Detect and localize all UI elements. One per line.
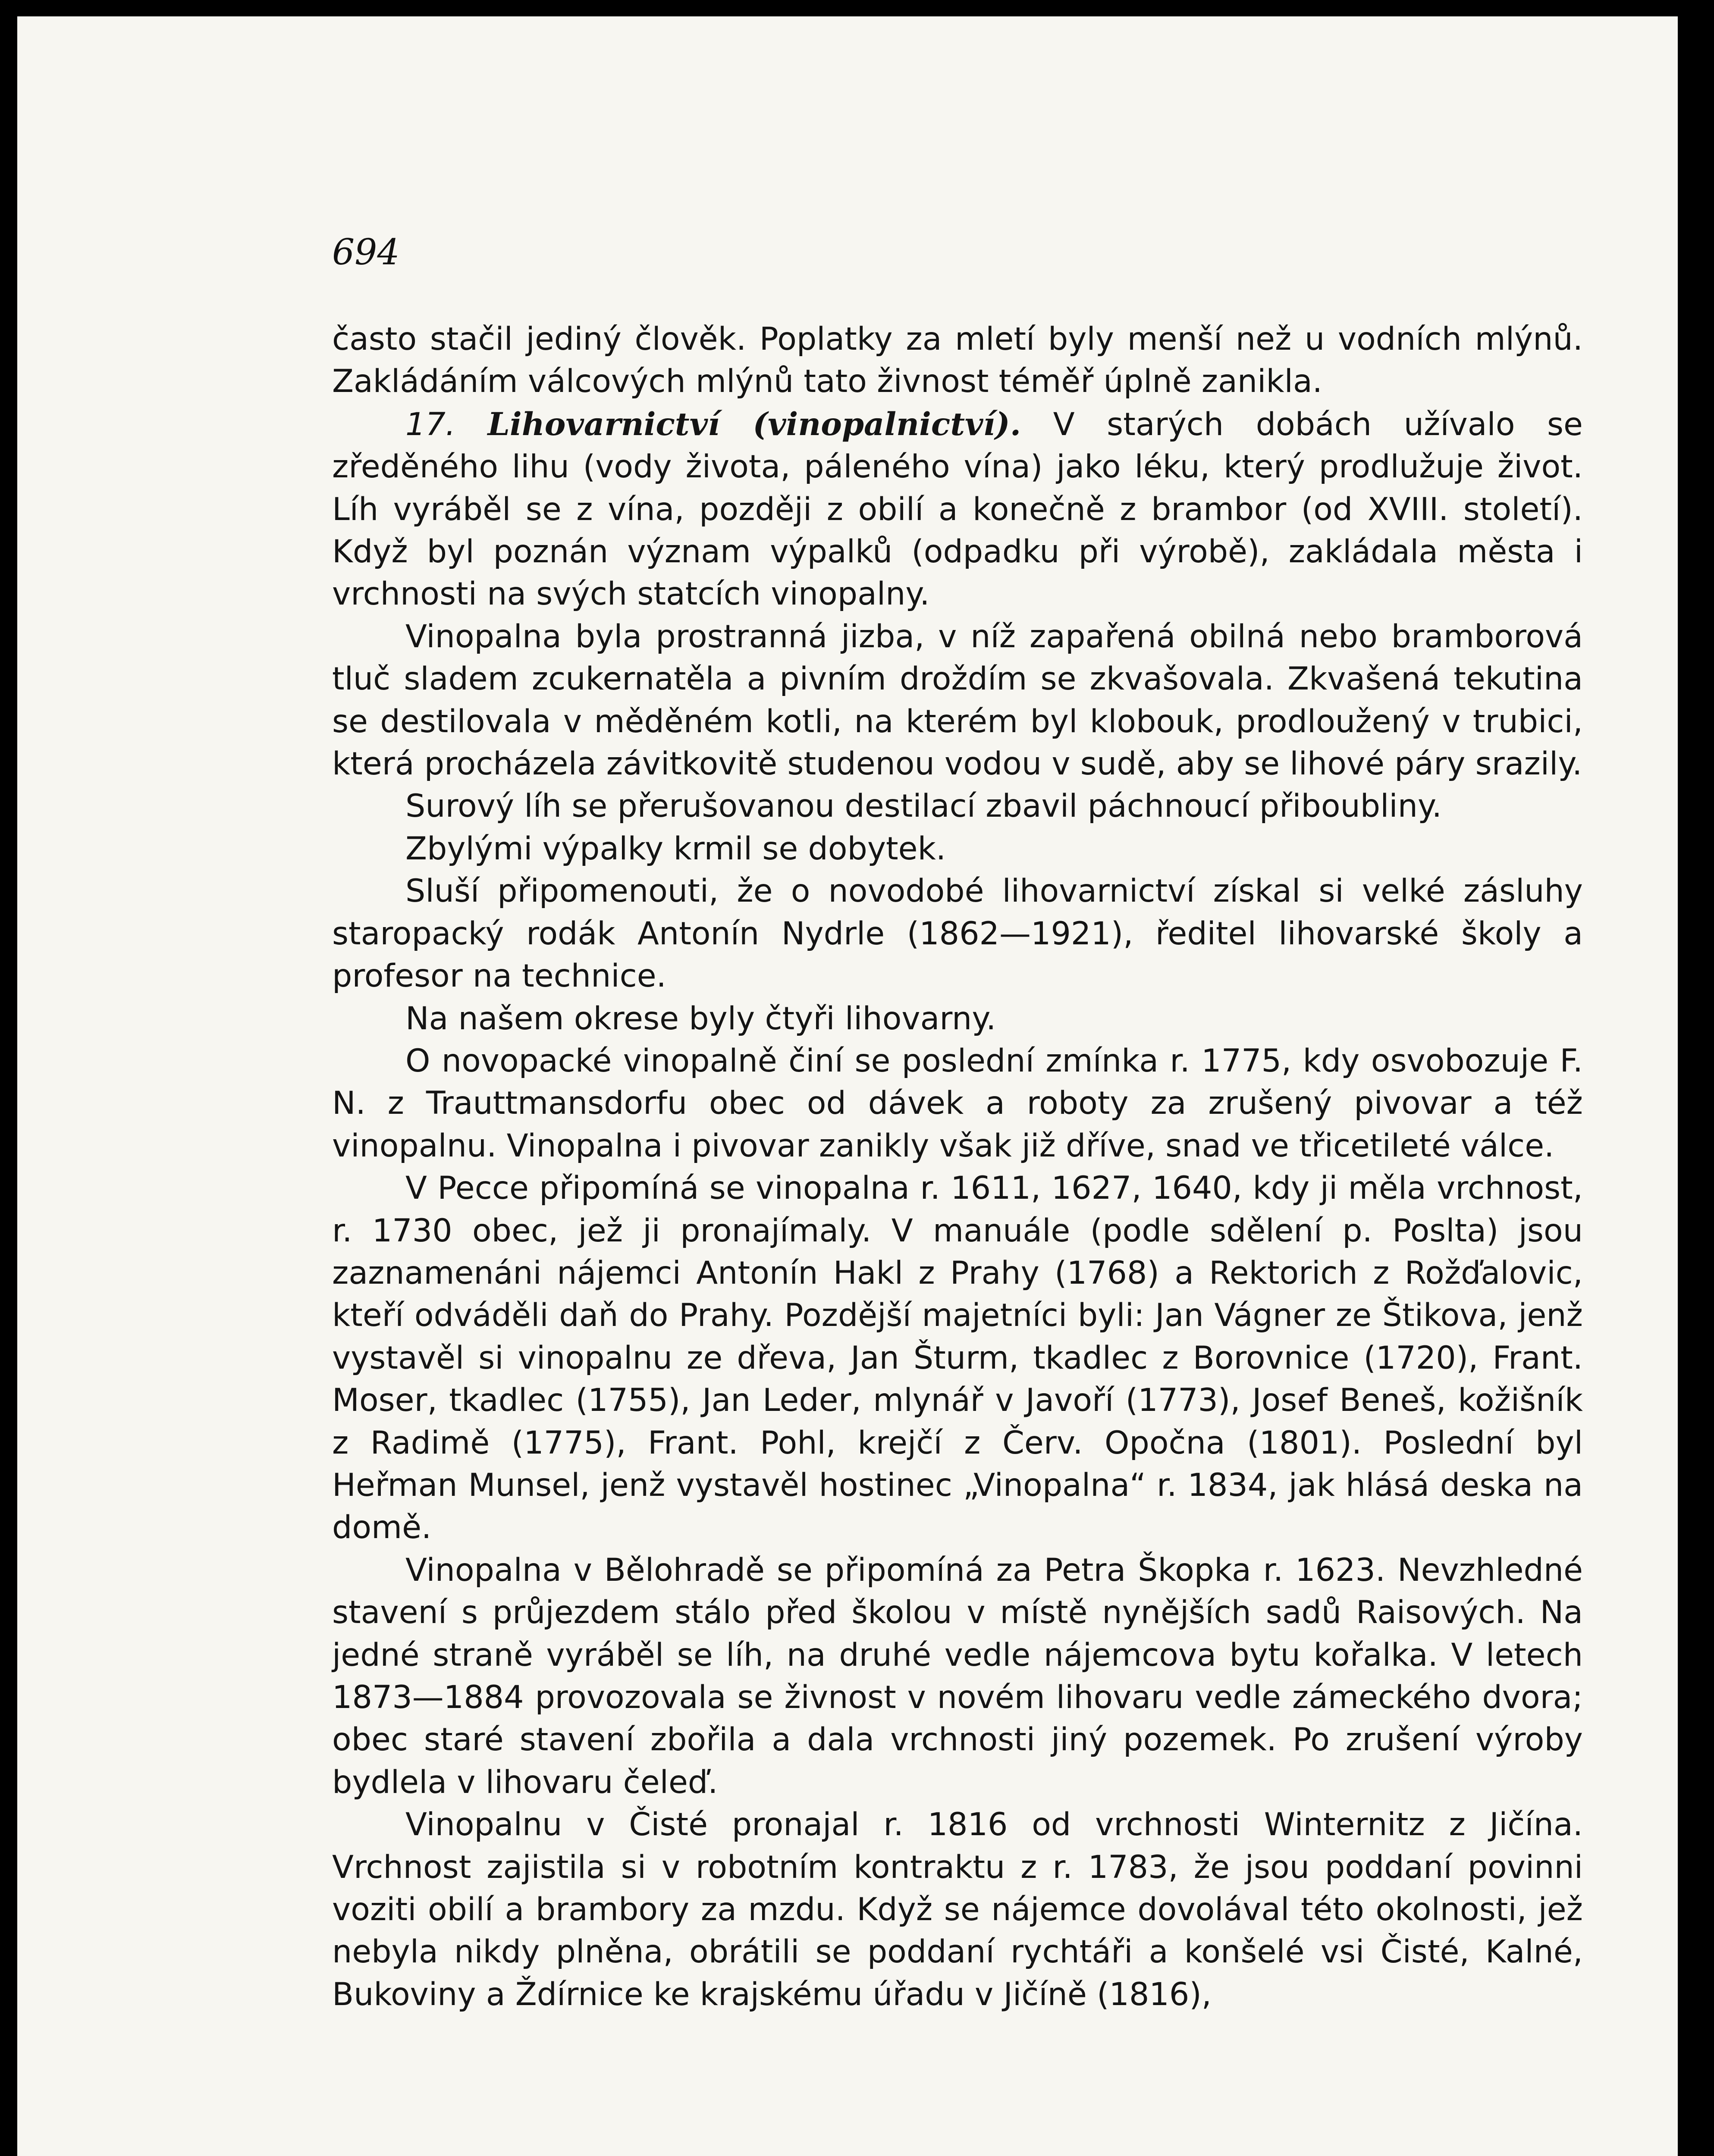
paragraph	[332, 1040, 1583, 1167]
paragraph	[332, 998, 1583, 1040]
section-title: Lihovarnictví (vinopalnictví).	[487, 405, 1021, 443]
paragraph	[332, 1167, 1583, 1549]
paragraph-text: O novopacké vinopalně činí se poslední zmínka r. 1775, kdy osvobozuje F. N. z Trauttmansdorfu obec od dávek a roboty za zrušený pivovar a též vinopalnu. Vinopalna i pivovar zanikly však již dříve, snad ve třicetileté válce.	[332, 1042, 1583, 1164]
book-page	[17, 16, 1678, 2156]
paragraph	[332, 1549, 1583, 1804]
paragraph-text: Na našem okrese byly čtyři lihovarny.	[405, 1000, 996, 1037]
paragraph	[332, 1804, 1583, 2016]
paragraph	[332, 828, 1583, 870]
paragraph-text: V Pecce připomíná se vinopalna r. 1611, 1627, 1640, kdy ji měla vrchnost, r. 1730 obec, jež ji pronajímaly. V manuále (podle sdělení p. Poslta) jsou zaznamenáni nájemci Antonín Hakl z Prahy (1768) a Rektorich z Rožďalovic, kteří odváděli daň do Prahy. Pozdější majetníci byli: Jan Vágner ze Štikova, jenž vystavěl si vinopalnu ze dřeva, Jan Šturm, tkadlec z Borovnice (1720), Frant. Moser, tkadlec (1755), Jan Leder, mlynář v Javoří (1773), Josef Beneš, kožišník z Radimě (1775), Frant. Pohl, krejčí z Červ. Opočna (1801). Poslední byl Heřman Munsel, jenž vystavěl hostinec „Vinopalna“ r. 1834, jak hlásá deska na domě.	[332, 1170, 1583, 1546]
page-number: 694	[332, 232, 400, 273]
paragraph	[332, 785, 1583, 827]
paragraph-text: V starých dobách užívalo se zředěného lihu (vody života, páleného vína) jako léku, který prodlužuje život. Líh vyráběl se z vína, později z obilí a konečně z brambor (od XVIII. století). Když byl poznán význam výpalků (odpadku při výrobě), zakládala města i vrchnosti na svých statcích vinopalny.	[332, 406, 1583, 613]
body-text	[332, 318, 1583, 2016]
paragraph-section-heading	[332, 403, 1583, 616]
paragraph	[332, 318, 1583, 403]
paragraph-text: Vinopalnu v Čisté pronajal r. 1816 od vrchnosti Winternitz z Jičína. Vrchnost zajistila si v robotním kontraktu z r. 1783, že jsou poddaní povinni voziti obilí a brambory za mzdu. Když se nájemce dovolával této okolnosti, jež nebyla nikdy plněna, obrátili se poddaní rychtáři a konšelé vsi Čisté, Kalné, Bukoviny a Ždírnice ke krajskému úřadu v Jičíně (1816),	[332, 1806, 1583, 2013]
paragraph-text: Surový líh se přerušovanou destilací zbavil páchnoucí přiboubliny.	[405, 788, 1442, 825]
paragraph	[332, 870, 1583, 997]
paragraph	[332, 616, 1583, 786]
section-number: 17.	[405, 406, 456, 443]
paragraph-text: Vinopalna byla prostranná jizba, v níž zapařená obilná nebo bramborová tluč sladem zcukernatěla a pivním droždím se zkvašovala. Zkvašená tekutina se destilovala v měděném kotli, na kterém byl klobouk, prodloužený v trubici, která procházela závitkovitě studenou vodou v sudě, aby se lihové páry srazily.	[332, 618, 1583, 783]
paragraph-text: Zbylými výpalky krmil se dobytek.	[405, 830, 946, 867]
paragraph-text: Vinopalna v Bělohradě se připomíná za Petra Škopka r. 1623. Nevzhledné stavení s průjezdem stálo před školou v místě nynějších sadů Raisových. Na jedné straně vyráběl se líh, na druhé vedle nájemcova bytu kořalka. V letech 1873—1884 provozovala se živnost v novém lihovaru vedle zámeckého dvora; obec staré stavení zbořila a dala vrchnosti jiný pozemek. Po zrušení výroby bydlela v lihovaru čeleď.	[332, 1551, 1583, 1801]
paragraph-text: často stačil jediný člověk. Poplatky za mletí byly menší než u vodních mlýnů. Zakládáním válcových mlýnů tato živnost téměř úplně zanikla.	[332, 321, 1583, 400]
paragraph-text: Sluší připomenouti, že o novodobé lihovarnictví získal si velké zásluhy staropacký rodák Antonín Nydrle (1862—1921), ředitel lihovarské školy a profesor na technice.	[332, 873, 1583, 995]
